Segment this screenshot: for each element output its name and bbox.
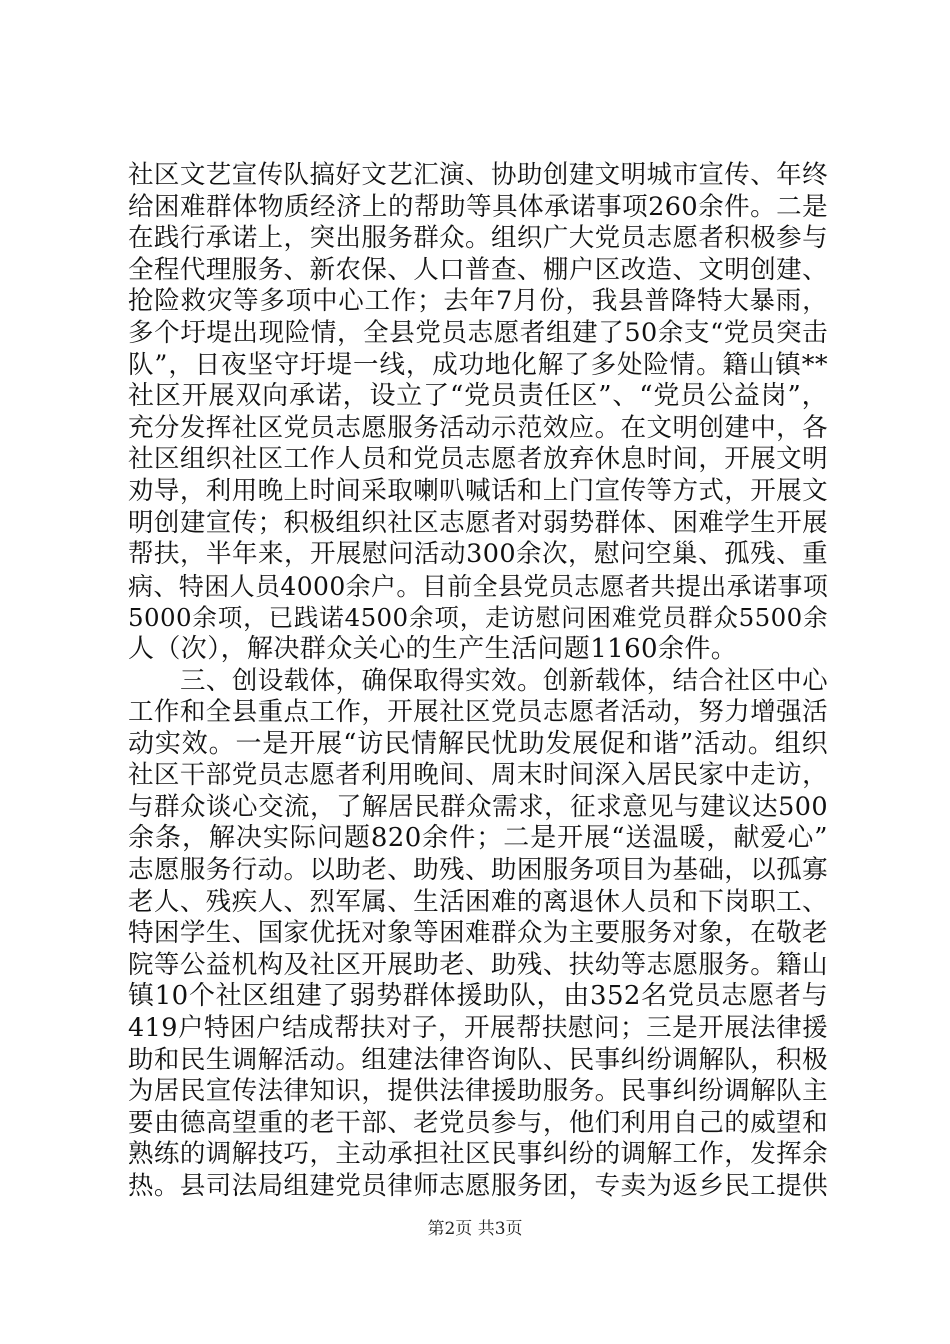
text-line: 老人、残疾人、烈军属、生活困难的离退休人员和下岗职工、 [128, 886, 828, 917]
text-line: 充分发挥社区党员志愿服务活动示范效应。在文明创建中，各 [128, 412, 828, 443]
paragraph-2 [128, 666, 828, 1203]
text-line: 社区文艺宣传队搞好文艺汇演、协助创建文明城市宣传、年终 [128, 160, 828, 190]
page-footer [0, 1219, 950, 1239]
text-line: 在践行承诺上，突出服务群众。组织广大党员志愿者积极参与 [128, 223, 828, 254]
text-line: 热。县司法局组建党员律师志愿服务团，专卖为返乡民工提供 [128, 1171, 828, 1201]
text-line: 院等公益机构及社区开展助老、助残、扶幼等志愿服务。籍山 [128, 949, 828, 980]
text-line: 为居民宣传法律知识，提供法律援助服务。民事纠纷调解队主 [128, 1076, 828, 1107]
text-line: 三、创设载体，确保取得实效。创新载体，结合社区中心 [180, 665, 828, 696]
text-line: 工作和全县重点工作，开展社区党员志愿者活动，努力增强活 [128, 697, 828, 728]
text-line: 特困学生、国家优抚对象等困难群众为主要服务对象，在敬老 [128, 918, 828, 949]
page-number: 第2页 共3页 [427, 1219, 523, 1239]
text-line: 与群众谈心交流，了解居民群众需求，征求意见与建议达500 [128, 791, 828, 822]
text-line: 抢险救灾等多项中心工作；去年7月份，我县普降特大暴雨， [128, 286, 828, 317]
text-line: 社区组织社区工作人员和党员志愿者放弃休息时间，开展文明 [128, 444, 828, 475]
text-line: 镇10个社区组建了弱势群体援助队，由352名党员志愿者与 [128, 981, 828, 1012]
text-line: 动实效。一是开展“访民情解民忧助发展促和谐”活动。组织 [128, 728, 828, 759]
text-line: 多个圩堤出现险情，全县党员志愿者组建了50余支“党员突击 [128, 317, 828, 348]
text-line: 队”，日夜坚守圩堤一线，成功地化解了多处险情。籍山镇** [128, 349, 828, 380]
paragraph-1 [128, 160, 828, 666]
text-line: 5000余项，已践诺4500余项，走访慰问困难党员群众5500余 [128, 603, 828, 633]
text-line: 社区开展双向承诺，设立了“党员责任区”、“党员公益岗”， [128, 381, 828, 412]
text-line: 全程代理服务、新农保、人口普查、棚户区改造、文明创建、 [128, 254, 828, 285]
text-line: 病、特困人员4000余户。目前全县党员志愿者共提出承诺事项 [128, 571, 829, 601]
text-line: 社区干部党员志愿者利用晚间、周末时间深入居民家中走访， [128, 760, 828, 791]
text-line: 熟练的调解技巧，主动承担社区民事纠纷的调解工作，发挥余 [128, 1139, 828, 1170]
text-line: 要由德高望重的老干部、老党员参与，他们利用自己的威望和 [128, 1107, 828, 1138]
text-line: 劝导，利用晚上时间采取喇叭喊话和上门宣传等方式，开展文 [128, 475, 828, 506]
document-body [128, 160, 828, 1203]
text-line: 志愿服务行动。以助老、助残、助困服务项目为基础，以孤寡 [128, 855, 828, 886]
text-line: 帮扶，半年来，开展慰问活动300余次，慰问空巢、孤残、重 [128, 539, 828, 570]
text-line: 人（次），解决群众关心的生产生活问题1160余件。 [128, 633, 738, 664]
text-line: 给困难群体物质经济上的帮助等具体承诺事项260余件。二是 [128, 191, 828, 222]
text-line: 助和民生调解活动。组建法律咨询队、民事纠纷调解队，积极 [128, 1044, 828, 1075]
text-line: 余条，解决实际问题820余件；二是开展“送温暖，献爱心” [128, 823, 828, 854]
text-line: 419户特困户结成帮扶对子，开展帮扶慰问；三是开展法律援 [128, 1013, 828, 1044]
text-line: 明创建宣传；积极组织社区志愿者对弱势群体、困难学生开展 [128, 507, 828, 538]
